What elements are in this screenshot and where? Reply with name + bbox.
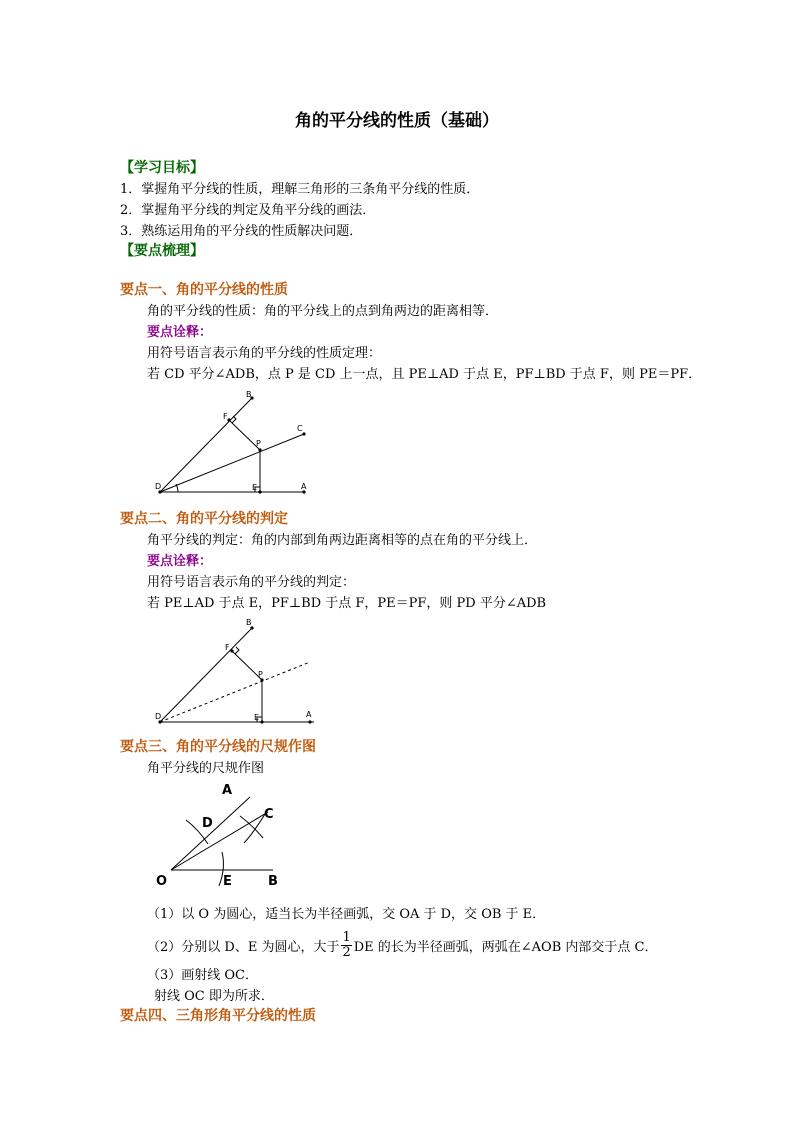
point1-note-text: 用符号语言表示角的平分线的性质定理： bbox=[147, 346, 382, 361]
point2-formula: 若 PE⊥AD 于点 E，PF⊥BD 于点 F，PE＝PF，则 PD 平分∠ADB bbox=[147, 596, 547, 611]
page-title: 角的平分线的性质（基础） bbox=[295, 111, 499, 131]
fig3-label-d: D bbox=[202, 816, 213, 831]
fig1-label-p: P bbox=[256, 439, 261, 448]
point2-text: 角平分线的判定：角的内部到角两边距离相等的点在角的平分线上． bbox=[147, 533, 538, 548]
objective-item-2: 2．掌握角平分线的判定及角平分线的画法． bbox=[120, 203, 376, 218]
construction-step-1: （1）以 O 为圆心，适当长为半径画弧，交 OA 于 D，交 OB 于 E． bbox=[147, 907, 546, 922]
objectives-heading: 【学习目标】 bbox=[120, 160, 204, 176]
fig1-label-c: C bbox=[297, 424, 303, 433]
fig3-label-c: C bbox=[264, 807, 274, 822]
fig3-label-e: E bbox=[223, 874, 232, 889]
fig2-label-e: E bbox=[254, 713, 260, 722]
fig3-label-a: A bbox=[222, 783, 233, 798]
fraction-numerator: 1 bbox=[342, 930, 351, 945]
construction-step-3: （3）画射线 OC． bbox=[147, 968, 259, 983]
fig3-label-o: O bbox=[156, 874, 168, 889]
fig1-label-d: D bbox=[155, 482, 162, 491]
fig1-label-e: E bbox=[252, 483, 258, 492]
point3-text: 角平分线的尺规作图 bbox=[147, 761, 265, 776]
fig2-label-f: F bbox=[225, 643, 230, 652]
fig2-label-d: D bbox=[155, 712, 162, 721]
fraction-denominator: 2 bbox=[342, 945, 351, 960]
fig1-label-a: A bbox=[301, 482, 307, 491]
fig1-label-b: B bbox=[246, 390, 252, 399]
fig2-label-a: A bbox=[306, 710, 312, 719]
point1-note-label: 要点诠释： bbox=[147, 325, 213, 340]
point1-text: 角的平分线的性质：角的平分线上的点到角两边的距离相等． bbox=[147, 304, 499, 319]
fig2-label-b: B bbox=[246, 618, 252, 627]
step2-suffix: DE 的长为半径画弧，两弧在∠AOB 内部交于点 C． bbox=[353, 940, 658, 955]
construction-conclusion: 射线 OC 即为所求． bbox=[154, 989, 274, 1004]
point2-note-text: 用符号语言表示角的平分线的判定： bbox=[147, 575, 356, 590]
point1-formula: 若 CD 平分∠ADB，点 P 是 CD 上一点，且 PE⊥AD 于点 E，PF⊥BD 于点 F，则 PE＝PF． bbox=[147, 367, 702, 382]
step2-prefix: （2）分别以 D、E 为圆心，大于 bbox=[147, 940, 340, 955]
fraction-one-half bbox=[341, 931, 351, 960]
point2-note-label: 要点诠释： bbox=[147, 554, 213, 569]
points-heading: 【要点梳理】 bbox=[120, 243, 204, 259]
construction-step-2 bbox=[147, 930, 658, 962]
point3-heading: 要点三、角的平分线的尺规作图 bbox=[120, 739, 316, 755]
fig2-label-p: P bbox=[258, 670, 263, 679]
point4-heading: 要点四、三角形角平分线的性质 bbox=[120, 1008, 316, 1024]
fig1-label-f: F bbox=[223, 412, 228, 421]
point1-heading: 要点一、角的平分线的性质 bbox=[120, 282, 288, 298]
objective-item-1: 1．掌握角平分线的性质，理解三角形的三条角平分线的性质． bbox=[120, 182, 480, 197]
objective-item-3: 3．熟练运用角的平分线的性质解决问题． bbox=[120, 224, 363, 239]
fig3-label-b: B bbox=[268, 874, 278, 889]
point2-heading: 要点二、角的平分线的判定 bbox=[120, 511, 288, 527]
